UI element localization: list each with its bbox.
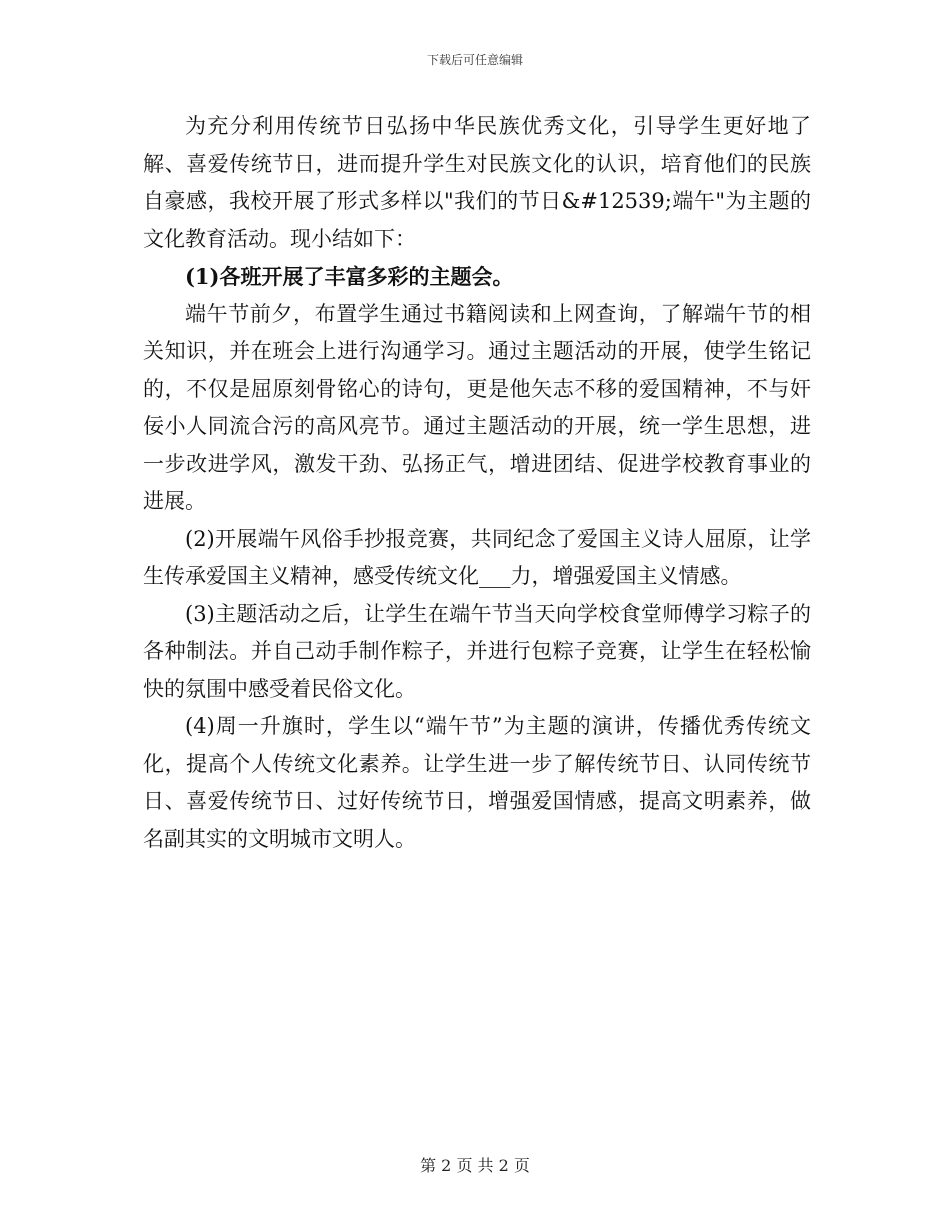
page-header-note: 下载后可任意编辑 — [426, 53, 523, 67]
section-heading-1: (1)各班开展了丰富多彩的主题会。 — [185, 264, 514, 289]
page-number: 第 2 页 共 2 页 — [420, 1156, 530, 1175]
section-3-paragraph: (3)主题活动之后，让学生在端午节当天向学校食堂师傅学习粽子的各种制法。并自己动手制作粽子，并进行包粽子竞赛，让学生在轻松愉快的氛围中感受着民俗文化。 — [143, 601, 811, 701]
section-4-paragraph: (4)周一升旗时，学生以“端午节”为主题的演讲，传播优秀传统文化，提高个人传统文化素养。让学生进一步了解传统节日、认同传统节日、喜爱传统节日、过好传统节日，增强爱国情感，提高文明素养，做名副其实的文明城市文明人。 — [143, 714, 811, 851]
document-body — [143, 108, 811, 858]
intro-paragraph: 为充分利用传统节日弘扬中华民族优秀文化，引导学生更好地了解、喜爱传统节日，进而提升学生对民族文化的认识，培育他们的民族自豪感，我校开展了形式多样以"我们的节日&#12539;端午"为主题的文化教育活动。现小结如下： — [143, 114, 811, 251]
section-2-paragraph: (2)开展端午风俗手抄报竞赛，共同纪念了爱国主义诗人屈原，让学生传承爱国主义精神，感受传统文化___力，增强爱国主义情感。 — [143, 526, 811, 588]
section-1-paragraph: 端午节前夕，布置学生通过书籍阅读和上网查询，了解端午节的相关知识，并在班会上进行沟通学习。通过主题活动的开展，使学生铭记的，不仅是屈原刻骨铭心的诗句，更是他矢志不移的爱国精神，不与奸佞小人同流合污的高风亮节。通过主题活动的开展，统一学生思想，进一步改进学风，激发干劲、弘扬正气，增进团结、促进学校教育事业的进展。 — [143, 301, 811, 513]
